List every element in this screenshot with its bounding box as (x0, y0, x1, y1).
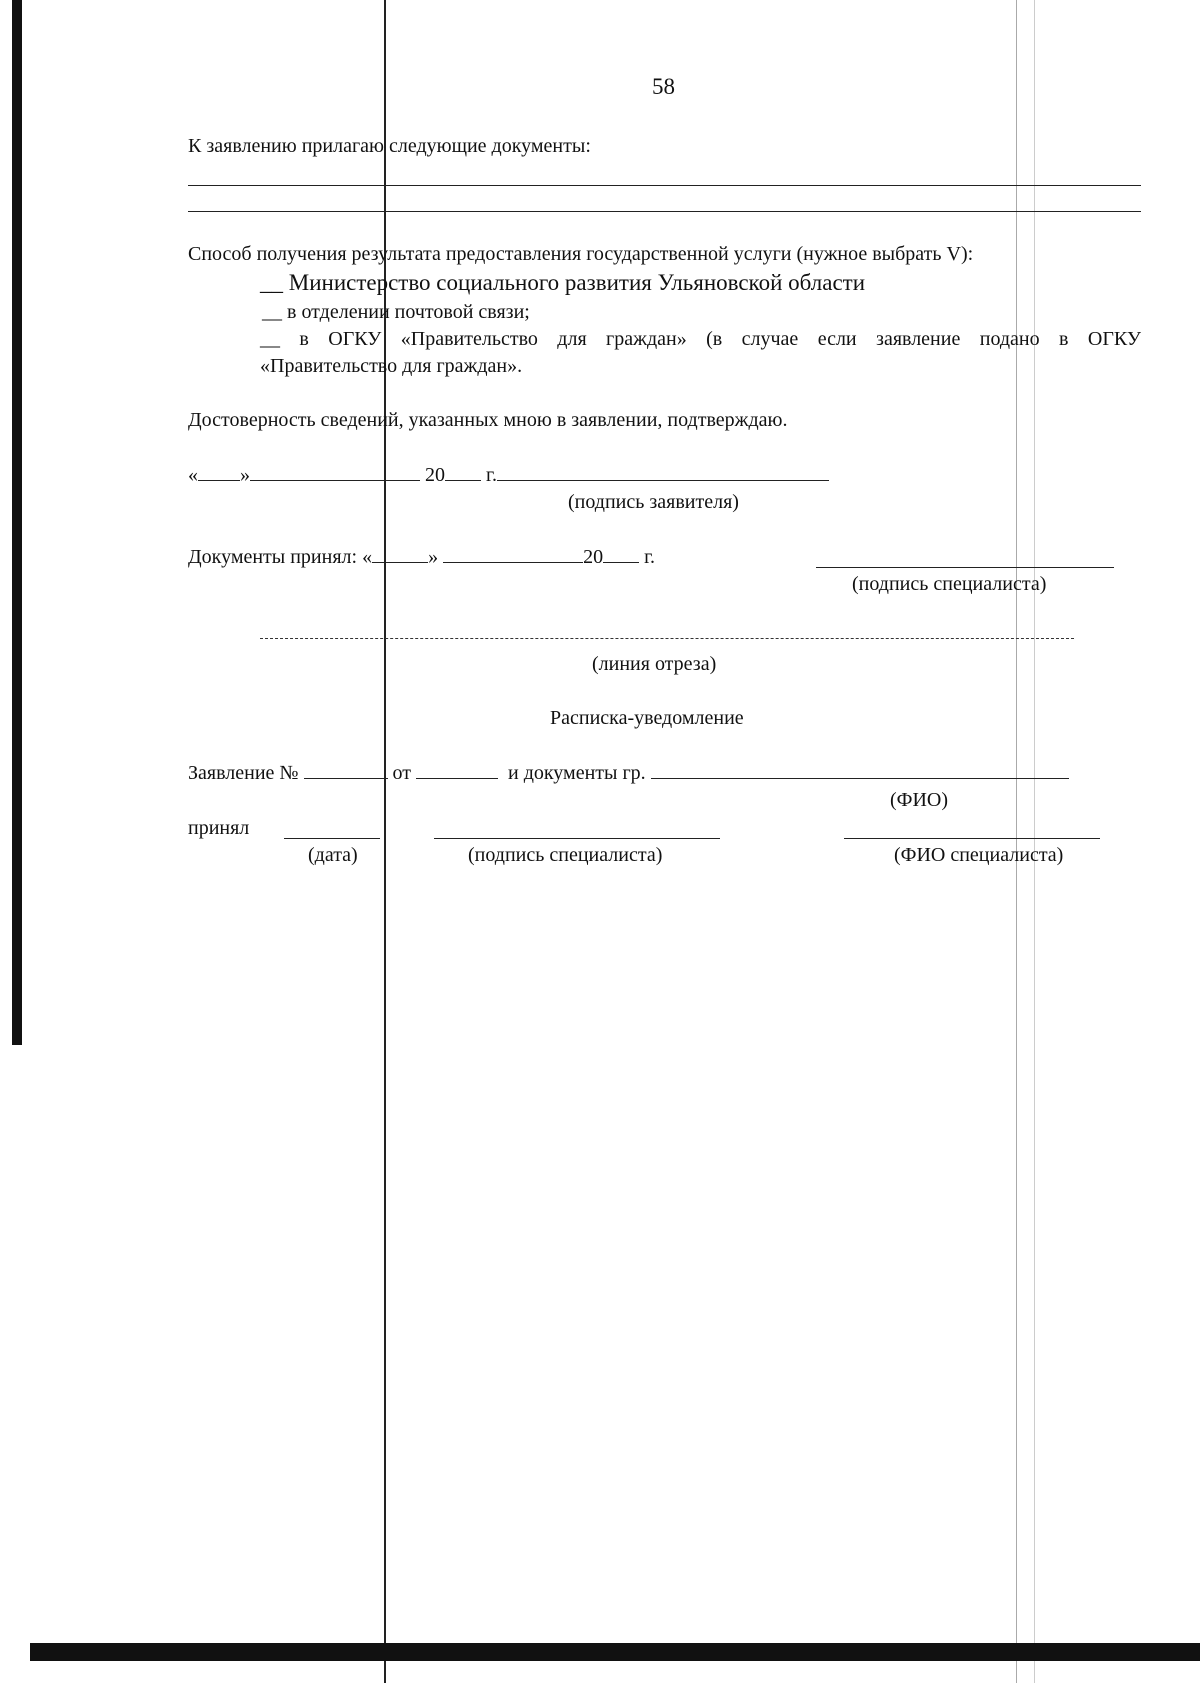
scan-left-edge-bar (12, 0, 22, 1045)
documents-label: и документы гр. (507, 762, 646, 784)
confirmation-text: Достоверность сведений, указанных мною в заявлении, подтверждаю. (188, 409, 788, 431)
receipt-signature-caption: (подпись специалиста) (468, 844, 663, 866)
fio-caption: (ФИО) (890, 789, 949, 811)
date-line (284, 838, 380, 839)
delivery-option-ogku-cont: «Правительство для граждан». (260, 355, 523, 377)
close-quote: » (240, 464, 250, 486)
open-quote: « (188, 464, 198, 486)
delivery-intro: Способ получения результата предоставления государственной услуги (нужное выбрать V): (188, 243, 974, 265)
applicant-signature-caption: (подпись заявителя) (568, 491, 739, 513)
attachments-fill-line-2 (188, 211, 1141, 212)
day-blank (372, 544, 428, 563)
year-prefix: 20 (425, 464, 445, 486)
applicant-date-line (188, 462, 829, 487)
month-blank (443, 544, 583, 563)
cut-line (260, 638, 1074, 639)
specialist-signature-caption: (подпись специалиста) (852, 573, 1047, 595)
citizen-fio-blank (651, 760, 1069, 779)
application-number-blank (304, 760, 388, 779)
close-quote: » (428, 546, 439, 568)
accepted-by-label: принял (188, 817, 250, 839)
accepted-line (188, 544, 655, 569)
receipt-signature-line (434, 838, 720, 839)
accepted-label: Документы принял: (188, 546, 358, 568)
page-number: 58 (652, 74, 675, 99)
receipt-application-line (188, 760, 1069, 785)
open-quote: « (362, 546, 373, 568)
day-blank (198, 462, 240, 481)
cut-line-caption: (линия отреза) (592, 653, 717, 675)
month-blank (250, 462, 420, 481)
year-suffix: г. (644, 546, 656, 568)
specialist-fio-caption: (ФИО специалиста) (894, 844, 1064, 866)
delivery-option-post: __ в отделении почтовой связи; (262, 301, 530, 323)
scan-faint-line-2 (1034, 0, 1035, 1683)
receipt-title: Расписка-уведомление (550, 707, 744, 729)
specialist-fio-line (844, 838, 1100, 839)
attachments-label: К заявлению прилагаю следующие документы: (188, 135, 591, 157)
year-blank (445, 462, 481, 481)
date-caption: (дата) (308, 844, 358, 866)
delivery-option-ministry: __ Министерство социального развития Ульяновской области (260, 270, 866, 295)
year-prefix: 20 (583, 546, 604, 568)
specialist-signature-line (816, 567, 1114, 568)
application-label: Заявление № (188, 762, 299, 784)
attachments-fill-line-1 (188, 185, 1141, 186)
application-date-blank (416, 760, 498, 779)
year-suffix: г. (486, 464, 497, 486)
delivery-option-ogku: __ в ОГКУ «Правительство для граждан» (в случае если заявление подано в ОГКУ (260, 328, 1141, 350)
applicant-signature-blank (497, 462, 829, 481)
from-label: от (392, 762, 411, 784)
scan-bottom-bar (30, 1643, 1200, 1661)
scan-faint-line (1016, 0, 1017, 1683)
year-blank (603, 544, 639, 563)
